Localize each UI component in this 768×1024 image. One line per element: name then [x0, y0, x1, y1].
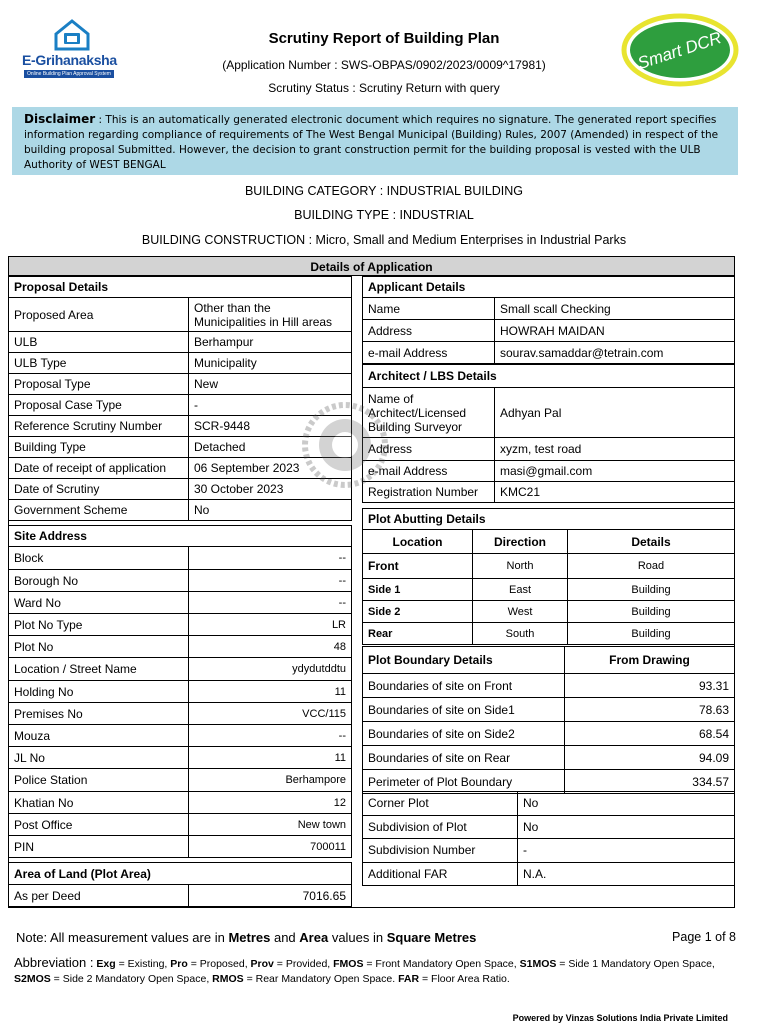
land-label: As per Deed	[9, 885, 189, 907]
proposal-row	[9, 332, 352, 353]
architect-row	[363, 438, 735, 461]
architect-row	[363, 461, 735, 482]
proposal-row-value-1: No	[189, 500, 352, 521]
report-title: Scrutiny Report of Building Plan	[268, 30, 500, 47]
proposal-row-label: Date of receipt of application	[9, 458, 189, 479]
smart-dcr-text: Smart DCR	[635, 28, 724, 74]
site-row	[9, 769, 352, 792]
abbreviation-key: Pro	[170, 958, 188, 970]
government-seal-watermark	[300, 400, 390, 490]
abbreviation-meaning: = Side 2 Mandatory Open Space,	[50, 973, 213, 985]
abbreviation-key: S2MOS	[14, 973, 51, 985]
logo-name: E-Grihanaksha	[22, 52, 117, 68]
misc-row	[363, 862, 735, 886]
proposal-row	[9, 353, 352, 374]
abbreviation-meaning: = Proposed,	[187, 958, 251, 970]
site-row-label: Khatian No	[9, 792, 189, 814]
proposal-row-value-1: SCR-9448	[189, 416, 352, 437]
architect-row-value-1: Adhyan Pal	[495, 388, 735, 438]
misc-row-label: Subdivision Number	[363, 839, 518, 863]
boundary-row-label: Boundaries of site on Rear	[363, 746, 565, 770]
abutting-row-label: Side 1	[363, 579, 473, 601]
land-value: 7016.65	[189, 885, 352, 907]
architect-row-label: e-mail Address	[363, 461, 495, 482]
site-row-label: Ward No	[9, 592, 189, 614]
land-heading: Area of Land (Plot Area)	[9, 863, 352, 885]
site-row-label: JL No	[9, 747, 189, 769]
page-number: Page 1 of 8	[672, 930, 736, 944]
site-row-label: Location / Street Name	[9, 658, 189, 681]
site-row-label: Borough No	[9, 570, 189, 592]
site-row	[9, 836, 352, 858]
site-row	[9, 792, 352, 814]
proposal-row-label: Building Type	[9, 437, 189, 458]
applicant-row	[363, 342, 735, 364]
site-row-label: Holding No	[9, 681, 189, 703]
abutting-row-value-1: North	[473, 554, 568, 579]
architect-row-value-1: KMC21	[495, 482, 735, 503]
scrutiny-status: Scrutiny Status : Scrutiny Return with query	[268, 81, 500, 95]
site-row-label: PIN	[9, 836, 189, 858]
boundary-col-drawing: From Drawing	[565, 647, 735, 674]
abutting-row-label: Side 2	[363, 601, 473, 623]
proposal-row-label: Government Scheme	[9, 500, 189, 521]
misc-row-label: Subdivision of Plot	[363, 815, 518, 839]
site-row-value-1: --	[189, 570, 352, 592]
site-row-label: Plot No Type	[9, 614, 189, 636]
smart-dcr-badge	[618, 12, 742, 88]
applicant-details-table	[362, 276, 735, 364]
building-type: BUILDING TYPE : INDUSTRIAL	[294, 208, 474, 222]
architect-details-table	[362, 364, 735, 503]
applicant-row-label: e-mail Address	[363, 342, 495, 364]
misc-row-value-1: N.A.	[518, 862, 735, 886]
site-row	[9, 592, 352, 614]
site-row-label: Police Station	[9, 769, 189, 792]
abbreviation-meaning: = Front Mandatory Open Space,	[363, 958, 520, 970]
proposal-row-label: Proposal Case Type	[9, 395, 189, 416]
boundary-row	[363, 770, 735, 794]
site-row	[9, 725, 352, 747]
proposal-row-value-1: -	[189, 395, 352, 416]
abbreviation-key: Prov	[250, 958, 274, 970]
site-row	[9, 658, 352, 681]
proposal-row	[9, 374, 352, 395]
site-row-value-1: New town	[189, 814, 352, 836]
building-construction: BUILDING CONSTRUCTION : Micro, Small and Medium Enterprises in Industrial Parks	[141, 233, 627, 247]
proposal-row-label: ULB	[9, 332, 189, 353]
e-grihanaksha-logo	[18, 14, 128, 86]
boundary-heading: Plot Boundary Details	[363, 647, 565, 674]
site-row-label: Block	[9, 547, 189, 570]
site-row-value-1: 700011	[189, 836, 352, 858]
site-address-table	[8, 525, 352, 858]
site-row-value-1: 12	[189, 792, 352, 814]
boundary-row-label: Boundaries of site on Front	[363, 674, 565, 698]
architect-row-value-1: masi@gmail.com	[495, 461, 735, 482]
site-row-value-1: Berhampore	[189, 769, 352, 792]
misc-row	[363, 815, 735, 839]
logo-tagline: Online Building Plan Approval System	[24, 70, 114, 78]
abutting-row-value-2: Building	[568, 623, 735, 645]
boundary-row-label: Boundaries of site on Side2	[363, 722, 565, 746]
misc-row-value-1: No	[518, 792, 735, 816]
misc-row	[363, 839, 735, 863]
misc-row-label: Additional FAR	[363, 862, 518, 886]
abbreviations	[14, 955, 734, 987]
site-row-label: Premises No	[9, 703, 189, 725]
applicant-row	[363, 298, 735, 320]
abutting-row-label: Front	[363, 554, 473, 579]
architect-row-label: Registration Number	[363, 482, 495, 503]
boundary-row	[363, 674, 735, 698]
architect-row	[363, 482, 735, 503]
abbreviation-label: Abbreviation :	[14, 955, 94, 970]
site-row	[9, 547, 352, 570]
site-row-value-1: --	[189, 725, 352, 747]
proposal-row-value-1: Berhampur	[189, 332, 352, 353]
architect-row-label: Address	[363, 438, 495, 461]
proposal-row-label: Date of Scrutiny	[9, 479, 189, 500]
abbreviation-key: FMOS	[333, 958, 364, 970]
disclaimer-box	[12, 107, 738, 175]
site-row	[9, 636, 352, 658]
proposal-row	[9, 500, 352, 521]
applicant-heading: Applicant Details	[363, 277, 735, 298]
applicant-row-label: Name	[363, 298, 495, 320]
boundary-row-label: Boundaries of site on Side1	[363, 698, 565, 722]
abutting-row-value-2: Road	[568, 554, 735, 579]
details-of-application-header: Details of Application	[8, 256, 735, 276]
abbreviation-list	[14, 958, 715, 985]
site-row-value-1: 11	[189, 681, 352, 703]
plot-boundary-table	[362, 646, 735, 794]
abutting-col-location: Location	[363, 530, 473, 554]
abbreviation-meaning: = Floor Area Ratio.	[419, 973, 510, 985]
abbreviation-key: S1MOS	[519, 958, 557, 970]
proposal-row-value-1: Other than the Municipalities in Hill areas	[189, 298, 352, 332]
abbreviation-key: Exg	[96, 958, 116, 970]
boundary-row-value-1: 78.63	[565, 698, 735, 722]
site-row	[9, 703, 352, 725]
site-row-value-1: LR	[189, 614, 352, 636]
boundary-row-value-1: 334.57	[565, 770, 735, 794]
applicant-row-value-1: Small scall Checking	[495, 298, 735, 320]
site-row-value-1: --	[189, 547, 352, 570]
proposal-heading: Proposal Details	[9, 277, 352, 298]
abutting-heading: Plot Abutting Details	[363, 509, 735, 530]
disclaimer-text: : This is an automatically generated electronic document which requires no signature. The generated report specifies information regarding compliance of requirements of The West Bengal Municipal (Building) Rules, 2007 (Amended) in respect of the building proposal Submitted. However, the decision to grant construction permit for the building proposal is vested with the ULB Authority of WEST BENGAL	[24, 114, 719, 171]
measurement-note: Note: All measurement values are in Metres and Area values in Square Metres	[16, 930, 477, 945]
abutting-row	[363, 623, 735, 645]
abutting-row-value-2: Building	[568, 601, 735, 623]
architect-row-label: Name of Architect/Licensed Building Surveyor	[363, 388, 495, 438]
proposal-row	[9, 298, 352, 332]
site-heading: Site Address	[9, 526, 352, 547]
boundary-row	[363, 746, 735, 770]
boundary-row-value-1: 93.31	[565, 674, 735, 698]
abutting-row	[363, 579, 735, 601]
misc-row-label: Corner Plot	[363, 792, 518, 816]
land-area-table	[8, 862, 352, 907]
proposal-row-label: Reference Scrutiny Number	[9, 416, 189, 437]
abutting-row-label: Rear	[363, 623, 473, 645]
site-row	[9, 747, 352, 769]
misc-row-value-1: No	[518, 815, 735, 839]
abbreviation-key: FAR	[398, 973, 420, 985]
site-row	[9, 614, 352, 636]
abbreviation-meaning: = Side 1 Mandatory Open Space,	[556, 958, 715, 970]
abutting-row-value-2: Building	[568, 579, 735, 601]
disclaimer-label: Disclaimer	[24, 112, 96, 126]
architect-row	[363, 388, 735, 438]
abbreviation-meaning: = Rear Mandatory Open Space.	[243, 973, 399, 985]
site-row-value-1: 48	[189, 636, 352, 658]
proposal-row-label: Proposed Area	[9, 298, 189, 332]
abutting-row	[363, 554, 735, 579]
abutting-row	[363, 601, 735, 623]
boundary-row-value-1: 68.54	[565, 722, 735, 746]
boundary-row	[363, 722, 735, 746]
abbreviation-meaning: = Provided,	[273, 958, 334, 970]
boundary-row-value-1: 94.09	[565, 746, 735, 770]
misc-row	[363, 792, 735, 816]
plot-misc-table	[362, 791, 735, 886]
misc-row-value-1: -	[518, 839, 735, 863]
abutting-col-direction: Direction	[473, 530, 568, 554]
abbreviation-meaning: = Existing,	[115, 958, 171, 970]
site-row-value-1: ydydutddtu	[189, 658, 352, 681]
abutting-row-value-1: West	[473, 601, 568, 623]
site-row-label: Plot No	[9, 636, 189, 658]
site-row-value-1: VCC/115	[189, 703, 352, 725]
boundary-row-label: Perimeter of Plot Boundary	[363, 770, 565, 794]
applicant-row-value-1: HOWRAH MAIDAN	[495, 320, 735, 342]
proposal-row-label: Proposal Type	[9, 374, 189, 395]
site-row-value-1: 11	[189, 747, 352, 769]
building-category: BUILDING CATEGORY : INDUSTRIAL BUILDING	[244, 184, 524, 198]
abutting-col-details: Details	[568, 530, 735, 554]
site-row-label: Mouza	[9, 725, 189, 747]
site-row	[9, 814, 352, 836]
plot-abutting-table	[362, 508, 735, 645]
architect-row-value-1: xyzm, test road	[495, 438, 735, 461]
site-row	[9, 681, 352, 703]
proposal-row-value-1: 30 October 2023	[189, 479, 352, 500]
site-row-label: Post Office	[9, 814, 189, 836]
boundary-row	[363, 698, 735, 722]
applicant-row-value-1: sourav.samaddar@tetrain.com	[495, 342, 735, 364]
proposal-row-value-1: Municipality	[189, 353, 352, 374]
application-number: (Application Number : SWS-OBPAS/0902/2023/0009^17981)	[222, 58, 546, 72]
proposal-row-value-1: 06 September 2023	[189, 458, 352, 479]
abutting-row-value-1: South	[473, 623, 568, 645]
proposal-row-value-1: Detached	[189, 437, 352, 458]
proposal-row-value-1: New	[189, 374, 352, 395]
applicant-row-label: Address	[363, 320, 495, 342]
architect-heading: Architect / LBS Details	[363, 365, 735, 388]
abbreviation-key: RMOS	[212, 973, 244, 985]
powered-by: Powered by Vinzas Solutions India Private Limited	[512, 1013, 728, 1023]
abutting-row-value-1: East	[473, 579, 568, 601]
site-row	[9, 570, 352, 592]
applicant-row	[363, 320, 735, 342]
site-row-value-1: --	[189, 592, 352, 614]
proposal-row-label: ULB Type	[9, 353, 189, 374]
